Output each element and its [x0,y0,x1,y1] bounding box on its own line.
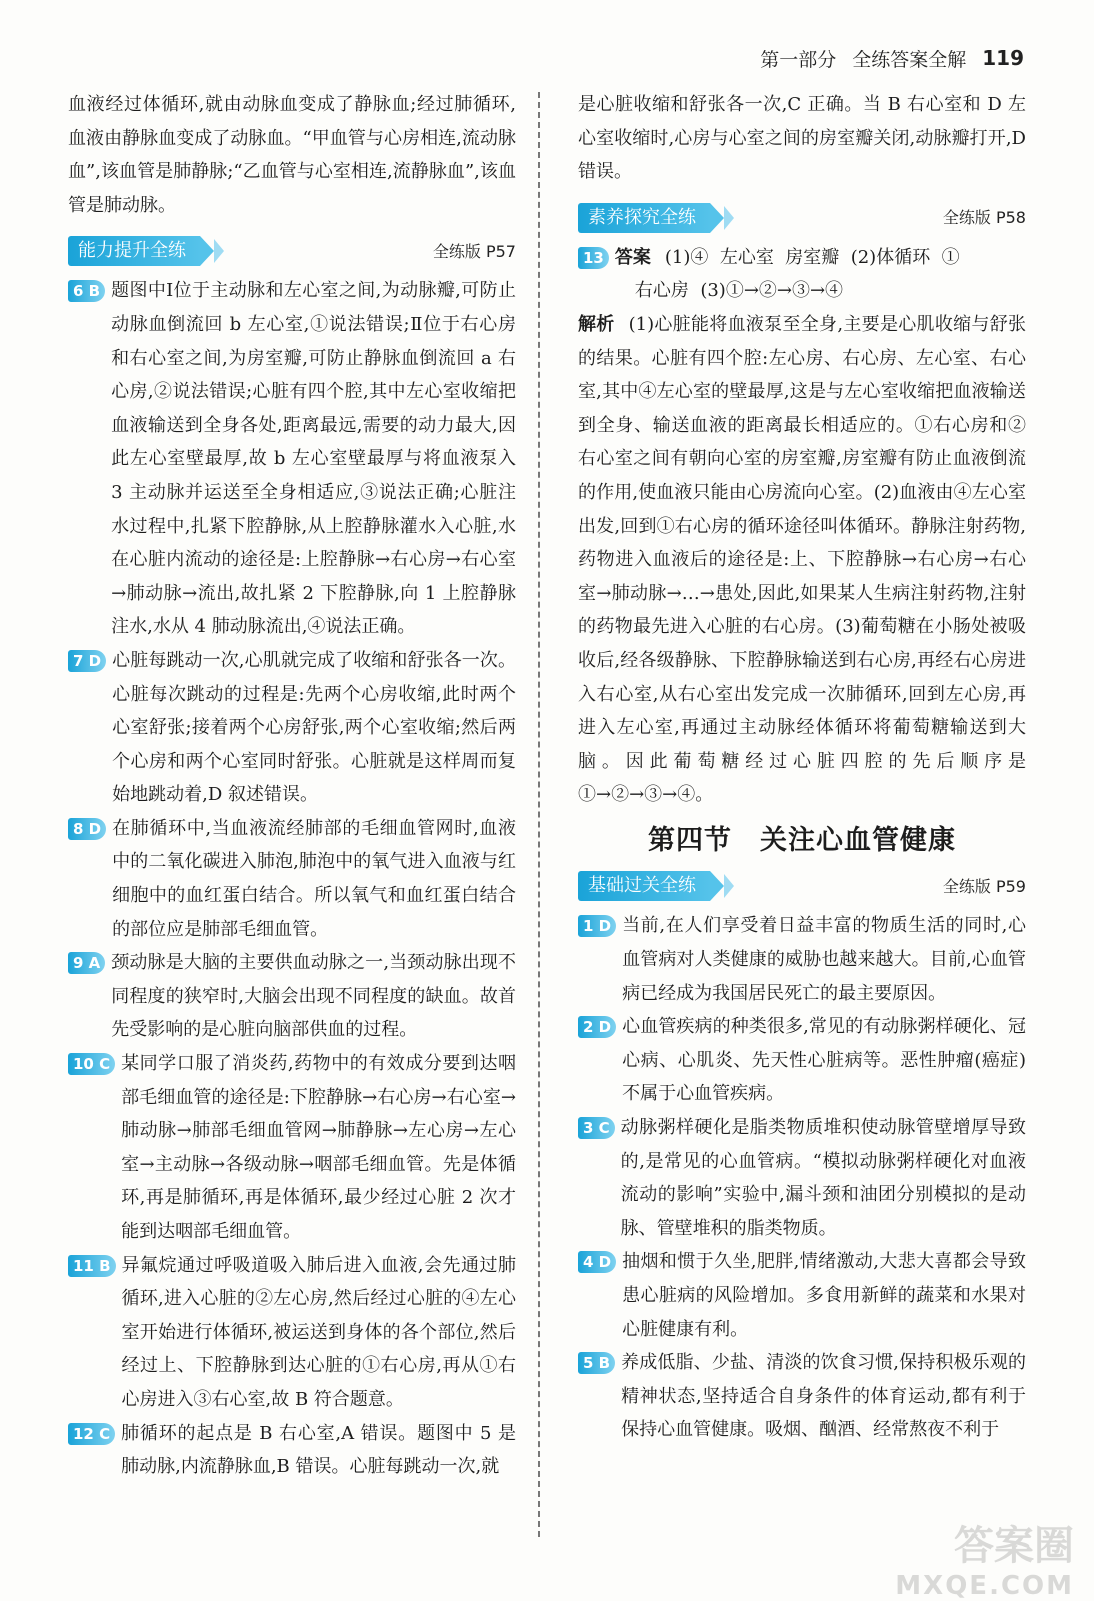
answer-badge: 6 B [68,280,105,302]
banner-ref: 全练版 P57 [432,241,516,261]
section-banner-explore [578,201,1026,235]
watermark-logo: 答案圈 [954,1523,1074,1569]
page-header [760,40,1024,76]
answer-item [68,812,516,946]
right-column [578,88,1026,1447]
answer-item [578,909,1026,1010]
answer-item [578,1346,1026,1447]
answer-item [578,1010,1026,1111]
section-title: 第四节 关注心血管健康 [648,824,956,856]
watermark-url: MXQE.COM [895,1571,1074,1601]
answer-text: 在肺循环中,当血液流经肺部的毛细血管网时,血液中的二氧化碳进入肺泡,肺泡中的氧气进入血液与红细胞中的血红蛋白结合。所以氧气和血红蛋白结合的部位应是肺部毛细血管。 [112,817,516,940]
answer-badge: 10 C [68,1053,115,1075]
answer-text: 动脉粥样硬化是脂类物质堆积使动脉管壁增厚导致的,是常见的心血管病。“模拟动脉粥样硬化对血液流动的影响”实验中,漏斗颈和油团分别模拟的是动脉、管壁堆积的脂类物质。 [620,1117,1026,1239]
answer-text: 肺循环的起点是 B 右心室,A 错误。题图中 5 是肺动脉,内流静脉血,B 错误。心脏每跳动一次,就 [121,1422,516,1478]
answer-text: 心血管疾病的种类很多,常见的有动脉粥样硬化、冠心病、心肌炎、先天性心脏病等。恶性肿瘤(癌症)不属于心血管疾病。 [622,1016,1026,1105]
answer-item [68,1417,516,1484]
answer-text: 养成低脂、少盐、清淡的饮食习惯,保持积极乐观的精神状态,坚持适合自身条件的体育运动,都有利于保持心血管健康。吸烟、酗酒、经常熬夜不利于 [621,1352,1026,1441]
answer-badge: 8 D [68,818,106,840]
answer-item [68,274,516,644]
answer-text: 题图中Ⅰ位于主动脉和左心室之间,为动脉瓣,可防止动脉血倒流回 b 左心室,①说法错误;Ⅱ位于右心房和右心室之间,为房室瓣,可防止静脉血倒流回 a 右心房,②说法错误;心脏有四个腔,其中左心室收缩把血液输送到全身各处,距离最远,需要的动力最大,因此左心室壁最厚,故 b 左心室壁最厚与将血液泵入 3 主动脉并运送至全身相适应,③说法正确;心脏注水过程中,扎紧下腔静脉,从上腔静脉灌水入心脏,水在心脏内流动的途径是:上腔静脉→右心房→右心室→肺动脉→流出,故扎紧 2 下腔静脉,向 1 上腔静脉注水,水从 4 肺动脉流出,④说法正确。 [111,280,516,638]
banner-ref: 全练版 P59 [942,876,1026,896]
answer-line [615,241,1026,275]
continued-paragraph: 是心脏收缩和舒张各一次,C 正确。当 B 右心室和 D 左心室收缩时,心房与心室之间的房室瓣关闭,动脉瓣打开,D 错误。 [578,94,1026,183]
answer-text: 异氟烷通过呼吸道吸入肺后进入血液,会先通过肺循环,进入心脏的②左心房,然后经过心脏的④左心室开始进行体循环,被运送到身体的各个部位,然后经过上、下腔静脉到达心脏的①右心房,再从①右心房进入③右心室,故 B 符合题意。 [121,1254,516,1410]
analysis-paragraph [578,308,1026,812]
answer-badge: 3 C [578,1117,615,1139]
answer-item [578,1111,1026,1245]
answer-item [578,1245,1026,1346]
section-banner-ability [68,234,516,268]
banner-label: 素养探究全练 [578,203,710,233]
answer-badge: 9 A [68,952,105,974]
answer-item [68,1249,516,1417]
answer-badge: 1 D [578,915,616,937]
watermark [834,1514,1074,1601]
header-section: 全练答案全解 [852,48,967,71]
analysis-text: (1)心脏能将血液泵至全身,主要是心肌收缩与舒张的结果。心脏有四个腔:左心房、右心房、左心室、右心室,其中④左心室的壁最厚,这是与左心室收缩把血液输送到全身、输送血液的距离最长相适应的。①右心房和②右心室之间有朝向心室的房室瓣,房室瓣有防止血液倒流的作用,使血液只能由心房流向心室。(2)血液由④左心室出发,回到①右心房的循环途径叫体循环。静脉注射药物,药物进入血液后的途径是:上、下腔静脉→右心房→右心室→肺动脉→…→患处,因此,如果某人生病注射药物,注射的药物最先进入心脏的右心房。(3)葡萄糖在小肠处被吸收后,经各级静脉、下腔静脉输送到右心房,再经右心房进入右心室,从右心室出发完成一次肺循环,回到左心房,再进入左心室,再通过主动脉经体循环将葡萄糖输送到大脑。因此葡萄糖经过心脏四腔的先后顺序是①→②→③→④。 [578,313,1027,806]
answer-badge: 11 B [68,1255,116,1277]
answer-item [68,946,516,1047]
answer-text: 抽烟和惯于久坐,肥胖,情绪激动,大悲大喜都会导致患心脏病的风险增加。多食用新鲜的蔬菜和水果对心脏健康有利。 [622,1251,1026,1340]
answer-badge: 5 B [578,1352,615,1374]
answer-label: 答案 [614,246,651,268]
answer-badge: 7 D [68,650,106,672]
banner-label: 能力提升全练 [68,236,200,266]
section-banner-basic [578,869,1026,903]
answer-badge: 12 C [68,1423,115,1445]
answer-badge: 2 D [578,1016,616,1038]
answer-item [68,1047,516,1249]
question-13 [578,241,1026,308]
answer-text: 颈动脉是大脑的主要供血动脉之一,当颈动脉出现不同程度的狭窄时,大脑会出现不同程度的缺血。故首先受影响的是心脏向脑部供血的过程。 [111,952,516,1041]
intro-paragraph: 血液经过体循环,就由动脉血变成了静脉血;经过肺循环,血液由静脉血变成了动脉血。“甲血管与心房相连,流动脉血”,该血管是肺静脉;“乙血管与心室相连,流静脉血”,该血管是肺动脉。 [68,94,516,216]
answer-values-2: 右心房 (3)①→②→③→④ [634,280,844,302]
answer-badge: 4 D [578,1251,616,1273]
header-part: 第一部分 [760,48,837,71]
answer-text: 某同学口服了消炎药,药物中的有效成分要到达咽部毛细血管的途径是:下腔静脉→右心房→右心室→肺动脉→肺部毛细血管网→肺静脉→左心房→左心室→主动脉→各级动脉→咽部毛细血管。先是体循环,再是肺循环,再是体循环,最少经过心脏 2 次才能到达咽部毛细血管。 [121,1053,516,1242]
banner-ref: 全练版 P58 [942,207,1026,227]
answer-values-1: (1)④ 左心室 房室瓣 (2)体循环 ① [664,246,960,268]
analysis-label: 解析 [578,313,615,335]
left-column [68,88,516,1484]
answer-badge: 13 [578,247,609,269]
page-number: 119 [982,46,1024,70]
banner-label: 基础过关全练 [578,871,710,901]
answer-item [68,644,516,812]
column-divider [538,92,540,1537]
answer-text: 当前,在人们享受着日益丰富的物质生活的同时,心血管病对人类健康的威胁也越来越大。目前,心血管病已经成为我国居民死亡的最主要原因。 [622,915,1026,1004]
answer-text: 心脏每跳动一次,心肌就完成了收缩和舒张各一次。心脏每次跳动的过程是:先两个心房收缩,此时两个心室舒张;接着两个心房舒张,两个心室收缩;然后两个心房和两个心室同时舒张。心脏就是这样周而复始地跳动着,D 叙述错误。 [112,649,516,806]
